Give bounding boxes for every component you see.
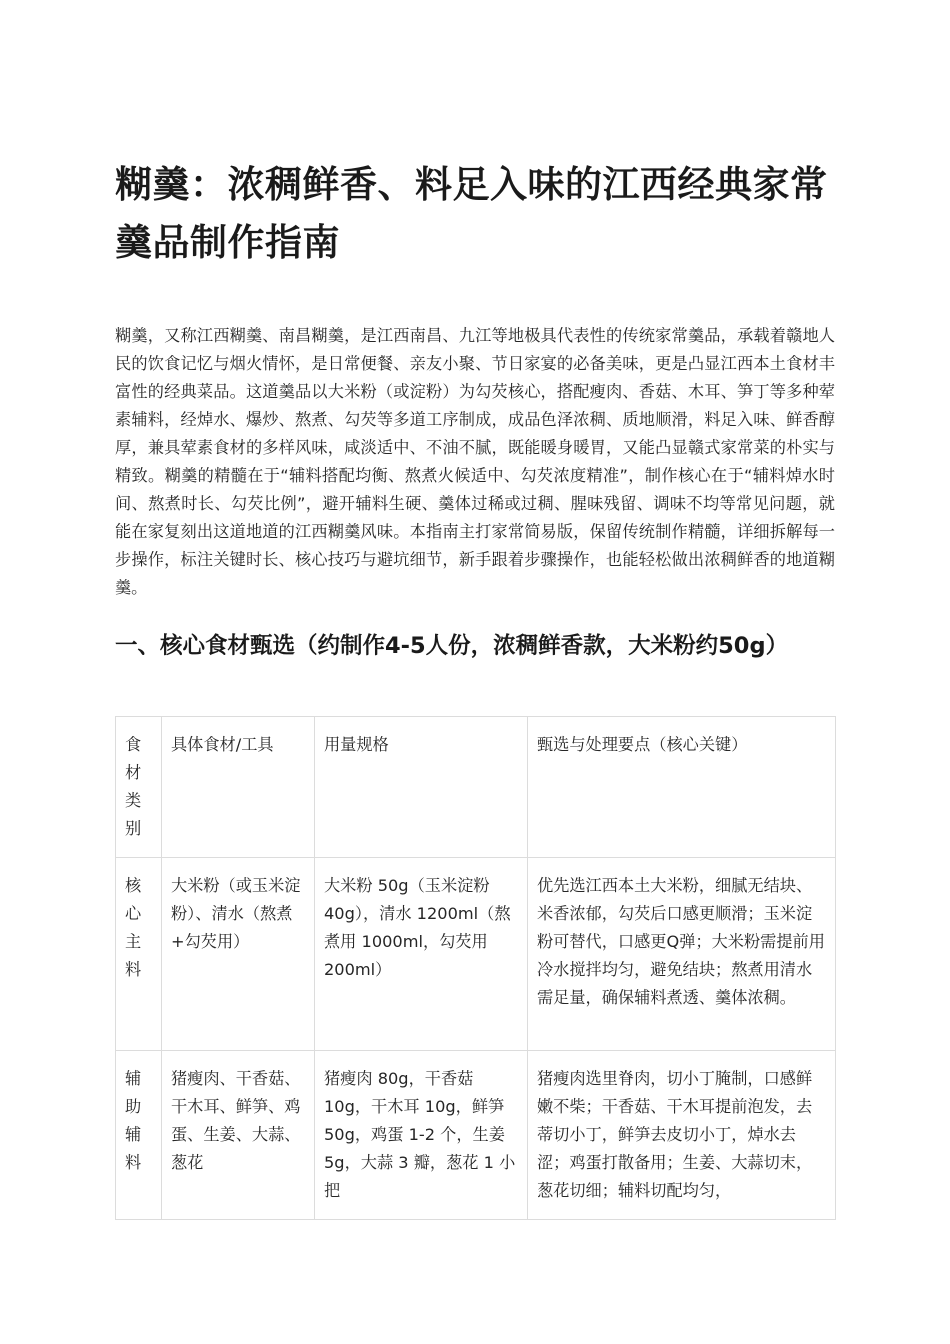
header-amount: 用量规格 (315, 717, 528, 858)
cell-amount: 大米粉 50g（玉米淀粉 40g），清水 1200ml（熬煮用 1000ml，勾芡用 200ml） (315, 858, 528, 1051)
cell-item: 大米粉（或玉米淀粉）、清水（熬煮+勾芡用） (162, 858, 315, 1051)
table-row (116, 858, 836, 1051)
intro-paragraph: 糊羹，又称江西糊羹、南昌糊羹，是江西南昌、九江等地极具代表性的传统家常羹品，承载着赣地人民的饮食记忆与烟火情怀，是日常便餐、亲友小聚、节日家宴的必备美味，更是凸显江西本土食材丰富性的经典菜品。这道羹品以大米粉（或淀粉）为勾芡核心，搭配瘦肉、香菇、木耳、笋丁等多种荤素辅料，经焯水、爆炒、熬煮、勾芡等多道工序制成，成品色泽浓稠、质地顺滑，料足入味、鲜香醇厚，兼具荤素食材的多样风味，咸淡适中、不油不腻，既能暖身暖胃，又能凸显赣式家常菜的朴实与精致。糊羹的精髓在于“辅料搭配均衡、熬煮火候适中、勾芡浓度精准”，制作核心在于“辅料焯水时间、熬煮时长、勾芡比例”，避开辅料生硬、羹体过稀或过稠、腥味残留、调味不均等常见问题，就能在家复刻出这道地道的江西糊羹风味。本指南主打家常简易版，保留传统制作精髓，详细拆解每一步操作，标注关键时长、核心技巧与避坑细节，新手跟着步骤操作，也能轻松做出浓稠鲜香的地道糊羹。 (115, 326, 835, 597)
header-item: 具体食材/工具 (162, 717, 315, 858)
cell-amount: 猪瘦肉 80g，干香菇 10g，干木耳 10g，鲜笋 50g，鸡蛋 1-2 个，生姜 5g，大蒜 3 瓣，葱花 1 小把 (315, 1051, 528, 1220)
section-heading-ingredients: 一、核心食材甄选（约制作4-5人份，浓稠鲜香款，大米粉约50g） (115, 633, 789, 659)
ingredients-table (115, 716, 836, 1220)
cell-category: 辅助辅料 (116, 1051, 162, 1220)
document-title: 糊羹：浓稠鲜香、料足入味的江西经典家常羹品制作指南 (115, 163, 828, 264)
ingredients-table-container (115, 716, 835, 1220)
cell-notes: 猪瘦肉选里脊肉，切小丁腌制，口感鲜嫩不柴；干香菇、干木耳提前泡发，去蒂切小丁，鲜笋去皮切小丁，焯水去涩；鸡蛋打散备用；生姜、大蒜切末，葱花切细；辅料切配均匀， (528, 1051, 836, 1220)
header-category: 食材类别 (116, 717, 162, 858)
cell-notes: 优先选江西本土大米粉，细腻无结块、米香浓郁，勾芡后口感更顺滑；玉米淀粉可替代，口感更Q弹；大米粉需提前用冷水搅拌均匀，避免结块；熬煮用清水需足量，确保辅料煮透、羹体浓稠。 (528, 858, 836, 1051)
table-row (116, 1051, 836, 1220)
cell-item: 猪瘦肉、干香菇、干木耳、鲜笋、鸡蛋、生姜、大蒜、葱花 (162, 1051, 315, 1220)
header-notes: 甄选与处理要点（核心关键） (528, 717, 836, 858)
table-header-row (116, 717, 836, 858)
cell-category: 核心主料 (116, 858, 162, 1051)
